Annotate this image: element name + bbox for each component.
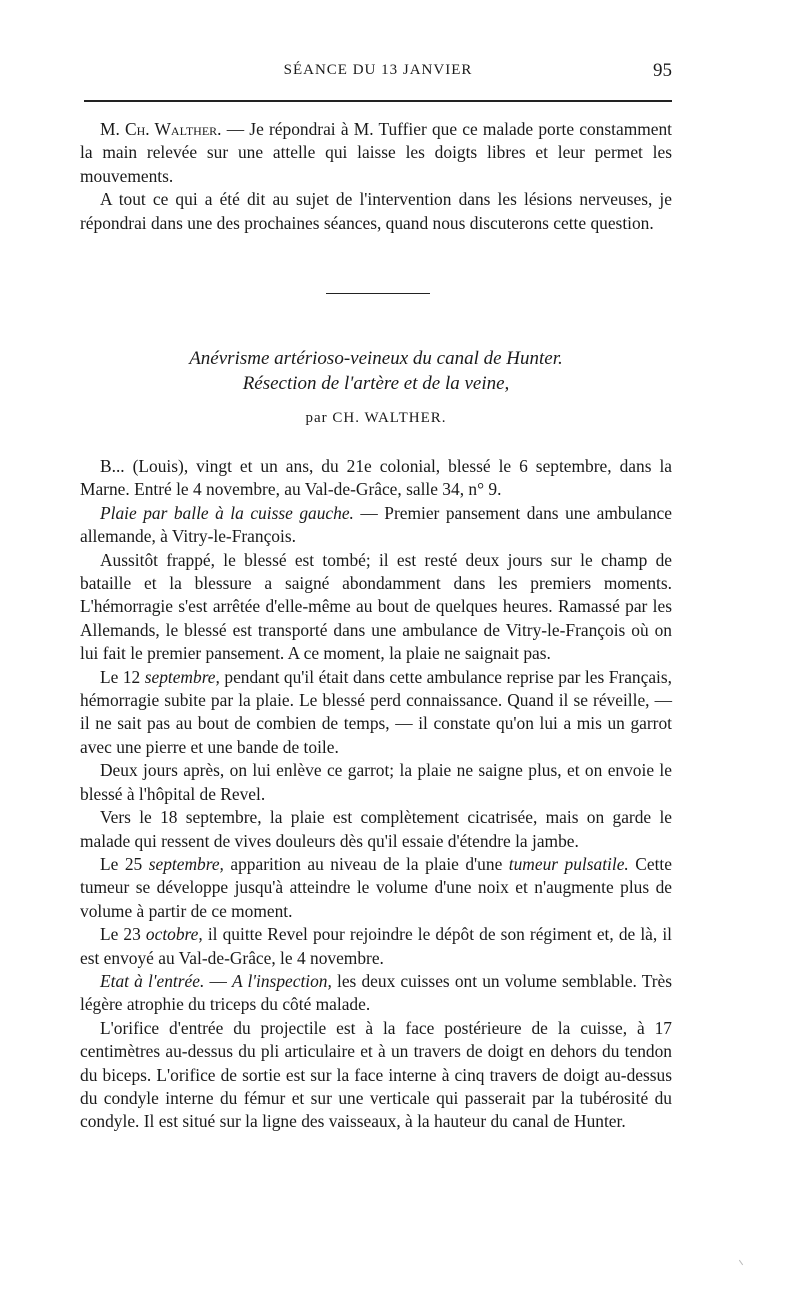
body-paragraph-8-italic: octobre, <box>145 924 203 945</box>
body-paragraph-3: Aussitôt frappé, le blessé est tombé; il est resté deux jours sur le champ de bataille et la blessure a saigné abondamment dans les premiers moments. L'hémorragie s'est arrêtée d'elle-même au bout de quelques heures. Ramassé par les Allemands, le blessé est transporté dans une ambulance de Vitry-le-François où on lui fait le premier pansement. A ce moment, la plaie ne saignait pas. <box>80 549 672 664</box>
article-body <box>80 455 672 1134</box>
body-paragraph-2-italic: Plaie par balle à la cuisse gauche. <box>100 502 354 523</box>
section-separator <box>326 293 430 294</box>
body-paragraph-7-italic-1: septembre, <box>148 853 224 874</box>
page-number: 95 <box>653 60 672 81</box>
intro-paragraph-2: A tout ce qui a été dit au sujet de l'intervention dans les lésions nerveuses, je répondrai dans une des prochaines séances, quand nous discuterons cette question. <box>80 189 672 233</box>
intro-paragraph-1-text: — Je répondrai à M. Tuffier que ce malade porte constamment la main relevée sur une attelle qui laisse les doigts libres et leur permet les mouvements. <box>80 119 672 186</box>
body-paragraph-2 <box>80 502 672 549</box>
body-paragraph-9-text: les deux cuisses ont un volume semblable. Très légère atrophie du triceps du côté malade. <box>80 970 673 1015</box>
body-paragraph-9-italic-2: A l'inspection, <box>232 970 332 991</box>
body-paragraph-4-lead: Le 12 <box>100 666 145 687</box>
body-paragraph-8 <box>80 923 672 970</box>
body-paragraph-8-text: il quitte Revel pour rejoindre le dépôt de son régiment et, de là, il est envoyé au Val-de-Grâce, le 4 novembre. <box>80 924 672 968</box>
header-rule <box>84 100 672 102</box>
body-paragraph-7-text-1: apparition au niveau de la plaie d'une <box>223 853 509 874</box>
body-paragraph-7-lead: Le 25 <box>100 853 149 874</box>
body-paragraph-4-italic: septembre, <box>144 666 220 687</box>
intro-paragraph-1 <box>80 118 672 188</box>
page-mark <box>739 1260 743 1265</box>
body-paragraph-6: Vers le 18 septembre, la plaie est complètement cicatrisée, mais on garde le malade qui ressent de vives douleurs dès qu'il essaie d'étendre la jambe. <box>80 807 672 851</box>
body-paragraph-10: L'orifice d'entrée du projectile est à la face postérieure de la cuisse, à 17 centimètres au-dessus du pli articulaire et à un travers de doigt en dehors du tendon du biceps. L'orifice de sortie est sur la face interne à cinq travers de doigt au-dessus du condyle interne du fémur et sur une verticale qui passerait par la tubérosité du condyle. Il est situé sur la ligne des vaisseaux, à la hauteur du canal de Hunter. <box>80 1017 672 1132</box>
speaker-name: M. Ch. Walther. <box>100 119 222 139</box>
body-paragraph-9-dash: — <box>204 970 233 991</box>
intro-section <box>80 118 672 235</box>
running-title: SÉANCE DU 13 JANVIER <box>283 62 473 78</box>
body-paragraph-9-italic-1: Etat à l'entrée. <box>100 970 205 991</box>
article-title-line-1: Anévrisme artérioso-veineux du canal de Hunter. <box>189 348 563 369</box>
body-paragraph-5: Deux jours après, on lui enlève ce garrot; la plaie ne saigne plus, et on envoie le blessé à l'hôpital de Revel. <box>80 760 672 804</box>
article-title-line-2: Résection de l'artère et de la veine, <box>242 373 510 394</box>
body-paragraph-1: B... (Louis), vingt et un ans, du 21e colonial, blessé le 6 septembre, dans la Marne. Entré le 4 novembre, au Val-de-Grâce, salle 34, n° 9. <box>80 456 672 500</box>
article-title <box>80 346 672 396</box>
body-paragraph-2-text: — Premier pansement dans une ambulance allemande, à Vitry-le-François. <box>80 502 672 547</box>
body-paragraph-4-text: pendant qu'il était dans cette ambulance reprise par les Français, hémorragie subite par la plaie. Le blessé perd connaissance. Quand il se réveille, — il ne sait pas au bout de combien de temps, — il constate qu'on lui a mis un garrot avec une pierre et une bande de toile. <box>80 666 672 757</box>
body-paragraph-7 <box>80 853 672 923</box>
running-head <box>84 60 672 84</box>
body-paragraph-7-italic-2: tumeur pulsatile. <box>508 853 629 874</box>
body-paragraph-8-lead: Le 23 <box>100 924 146 945</box>
body-paragraph-7-text-2: Cette tumeur se développe jusqu'à atteindre le volume d'une noix et n'augmente plus de volume à partir de ce moment. <box>80 853 672 921</box>
body-paragraph-4 <box>80 666 672 760</box>
article-byline: par CH. WALTHER. <box>305 410 447 426</box>
body-paragraph-9 <box>80 970 672 1017</box>
